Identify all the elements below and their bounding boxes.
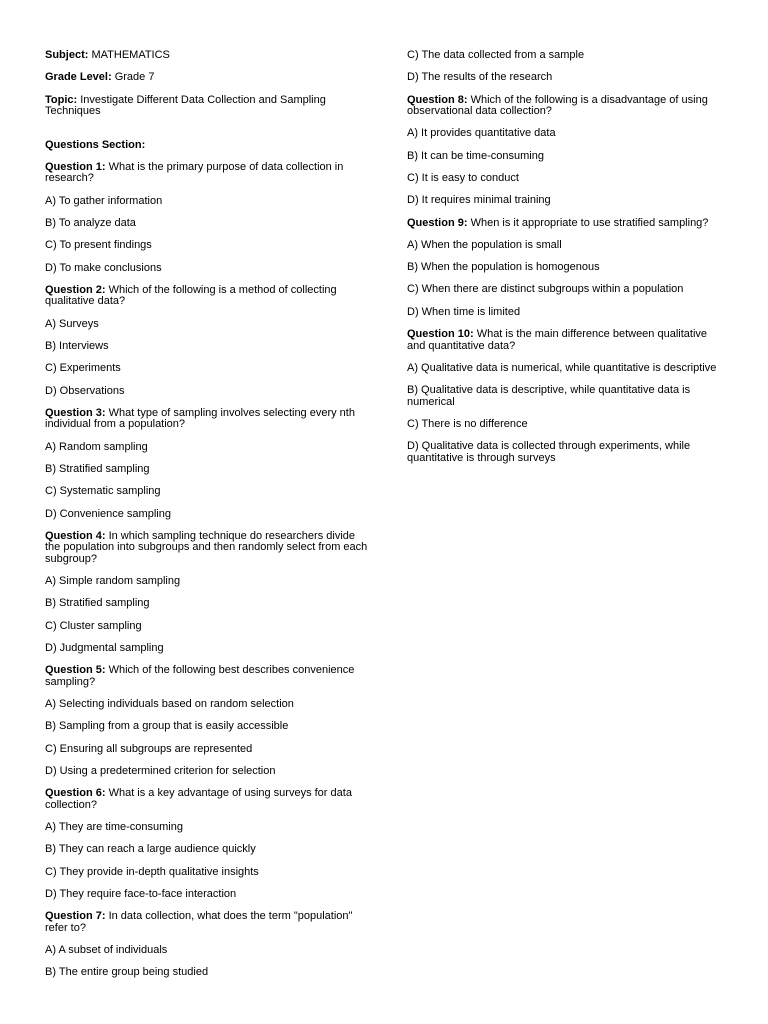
question-4-option-c: C) Cluster sampling bbox=[45, 619, 142, 632]
question-9-option-b: B) When the population is homogenous bbox=[407, 261, 600, 274]
question-4-stem: Question 4: In which sampling technique do researchers divide the population into subgroups and then randomly select from each subgroup? bbox=[45, 529, 368, 565]
question-3-option-b: B) Stratified sampling bbox=[45, 462, 150, 475]
subject-line: Subject: MATHEMATICS bbox=[45, 49, 170, 61]
question-2-stem: Question 2: Which of the following is a method of collecting qualitative data? bbox=[45, 283, 337, 308]
question-7-option-d: D) The results of the research bbox=[407, 71, 553, 84]
question-5-option-d: D) Using a predetermined criterion for selection bbox=[45, 765, 276, 778]
question-8-stem: Question 8: Which of the following is a disadvantage of using observational data collection? bbox=[407, 93, 708, 118]
question-3-stem: Question 3: What type of sampling involves selecting every nth individual from a population? bbox=[45, 406, 355, 431]
right-column bbox=[407, 50, 727, 475]
question-7-option-b: B) The entire group being studied bbox=[45, 966, 209, 979]
question-1-option-a: A) To gather information bbox=[45, 194, 163, 207]
question-6-option-b: B) They can reach a large audience quickly bbox=[45, 843, 256, 856]
question-3-option-d: D) Convenience sampling bbox=[45, 507, 171, 520]
question-10-stem: Question 10: What is the main difference between qualitative and quantitative data? bbox=[407, 328, 708, 352]
question-6-stem: Question 6: What is a key advantage of using surveys for data collection? bbox=[45, 787, 352, 811]
question-9-option-d: D) When time is limited bbox=[407, 305, 521, 318]
questions-section-title: Questions Section: bbox=[45, 138, 146, 151]
question-3-option-c: C) Systematic sampling bbox=[45, 485, 161, 498]
question-2-option-d: D) Observations bbox=[45, 384, 125, 397]
question-4-option-a: A) Simple random sampling bbox=[45, 575, 181, 588]
question-1-stem: Question 1: What is the primary purpose of data collection in research? bbox=[45, 160, 344, 185]
question-9-option-c: C) When there are distinct subgroups within a population bbox=[407, 283, 684, 296]
topic-line: Topic: Investigate Different Data Collection and Sampling Techniques bbox=[45, 93, 326, 118]
question-10-option-d: D) Qualitative data is collected through experiments, while quantitative is through surveys bbox=[407, 440, 691, 464]
question-1-option-b: B) To analyze data bbox=[45, 216, 136, 229]
question-10-option-b: B) Qualitative data is descriptive, while quantitative data is numerical bbox=[407, 384, 691, 408]
question-6-option-a: A) They are time-consuming bbox=[45, 821, 183, 834]
question-4-option-b: B) Stratified sampling bbox=[45, 597, 150, 610]
left-column bbox=[45, 50, 370, 990]
grade-level-line: Grade Level: Grade 7 bbox=[45, 71, 155, 84]
question-4-option-d: D) Judgmental sampling bbox=[45, 642, 164, 655]
question-5-option-a: A) Selecting individuals based on random selection bbox=[45, 698, 294, 711]
question-5-stem: Question 5: Which of the following best describes convenience sampling? bbox=[45, 664, 355, 688]
question-7-option-a: A) A subset of individuals bbox=[45, 944, 168, 957]
question-8-option-a: A) It provides quantitative data bbox=[407, 127, 556, 140]
question-8-option-b: B) It can be time-consuming bbox=[407, 149, 544, 162]
question-2-option-b: B) Interviews bbox=[45, 339, 109, 352]
question-3-option-a: A) Random sampling bbox=[45, 440, 148, 453]
question-10-option-a: A) Qualitative data is numerical, while quantitative is descriptive bbox=[407, 361, 717, 374]
question-9-option-a: A) When the population is small bbox=[407, 238, 562, 251]
question-5-option-c: C) Ensuring all subgroups are represented bbox=[45, 742, 253, 755]
question-6-option-c: C) They provide in-depth qualitative insights bbox=[45, 865, 259, 878]
question-7-option-c: C) The data collected from a sample bbox=[407, 49, 585, 61]
question-8-option-c: C) It is easy to conduct bbox=[407, 171, 519, 184]
question-2-option-c: C) Experiments bbox=[45, 362, 121, 375]
question-8-option-d: D) It requires minimal training bbox=[407, 194, 551, 207]
question-6-option-d: D) They require face-to-face interaction bbox=[45, 888, 237, 900]
question-1-option-c: C) To present findings bbox=[45, 239, 152, 252]
question-10-option-c: C) There is no difference bbox=[407, 417, 528, 430]
question-2-option-a: A) Surveys bbox=[45, 317, 99, 330]
question-9-stem: Question 9: When is it appropriate to use stratified sampling? bbox=[407, 216, 709, 229]
question-7-stem: Question 7: In data collection, what does the term "population" refer to? bbox=[45, 910, 353, 934]
question-1-option-d: D) To make conclusions bbox=[45, 261, 162, 274]
question-5-option-b: B) Sampling from a group that is easily accessible bbox=[45, 720, 289, 733]
